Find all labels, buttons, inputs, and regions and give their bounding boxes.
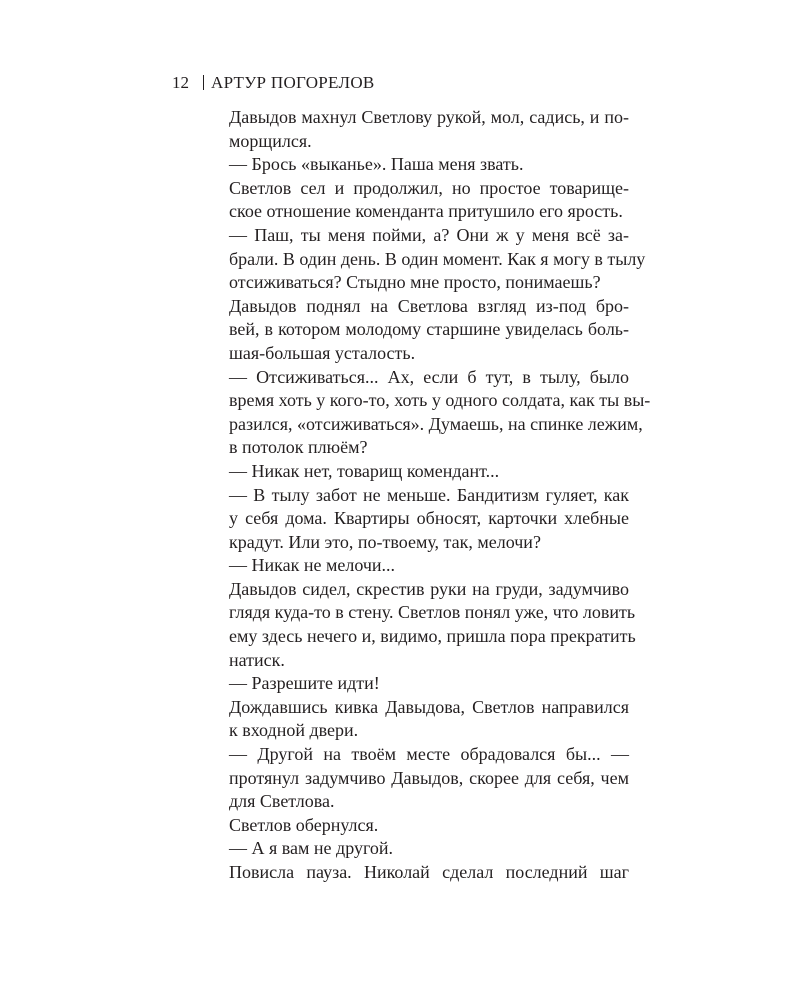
text-line: — Отсиживаться... Ах, если б тут, в тылу, было [229,366,629,387]
header-separator [203,75,204,90]
text-line: брали. В один день. В один момент. Как я могу в тылу [229,248,646,269]
text-line: в потолок плюём? [229,437,368,458]
text-line: — Разрешите идти! [229,673,380,694]
text-line: Светлов сел и продолжил, но простое товарище- [229,177,629,198]
text-line: Давыдов поднял на Светлова взгляд из-под бро- [229,295,629,316]
text-line: — А я вам не другой. [229,838,394,859]
text-line: время хоть у кого-то, хоть у одного солдата, как ты вы- [229,390,651,411]
text-line: у себя дома. Квартиры обносят, карточки хлебные [229,508,629,529]
body-text [229,106,651,885]
text-line: Дождавшись кивка Давыдова, Светлов направился [229,696,629,717]
text-line: Повисла пауза. Николай сделал последний шаг [229,862,629,882]
page-number: 12 [172,73,189,92]
text-line: к входной двери. [229,720,359,741]
text-line: протянул задумчиво Давыдов, скорее для себя, чем [229,767,629,788]
text-line: вей, в котором молодому старшине увиделась боль- [229,319,629,340]
text-line: Давыдов сидел, скрестив руки на груди, задумчиво [229,578,629,599]
text-line: натиск. [229,649,285,670]
text-line: шая-большая усталость. [229,342,416,363]
text-line: — Никак не мелочи... [229,555,396,576]
running-title: АРТУР ПОГОРЕЛОВ [211,73,375,92]
running-header [172,73,375,93]
text-line: — Брось «выканье». Паша меня звать. [229,154,524,175]
text-line: глядя куда-то в стену. Светлов понял уже, что ловить [229,602,636,623]
text-line: — В тылу забот не меньше. Бандитизм гуляет, как [229,484,629,505]
text-line: Светлов обернулся. [229,814,379,835]
text-line: ское отношение коменданта притушило его ярость. [229,201,623,222]
text-line: — Никак нет, товарищ комендант... [229,460,500,481]
text-line: для Светлова. [229,791,335,812]
text-line: — Другой на твоём месте обрадовался бы... — [229,744,629,765]
text-line: — Паш, ты меня пойми, а? Они ж у меня всё за- [229,224,629,245]
text-line: морщился. [229,130,312,151]
text-line: отсиживаться? Стыдно мне просто, понимаешь? [229,272,601,293]
text-line: Давыдов махнул Светлову рукой, мол, садись, и по- [229,107,629,127]
text-line: крадут. Или это, по-твоему, так, мелочи? [229,531,541,552]
text-line: ему здесь нечего и, видимо, пришла пора прекратить [229,626,636,647]
text-line: разился, «отсиживаться». Думаешь, на спинке лежим, [229,413,643,434]
